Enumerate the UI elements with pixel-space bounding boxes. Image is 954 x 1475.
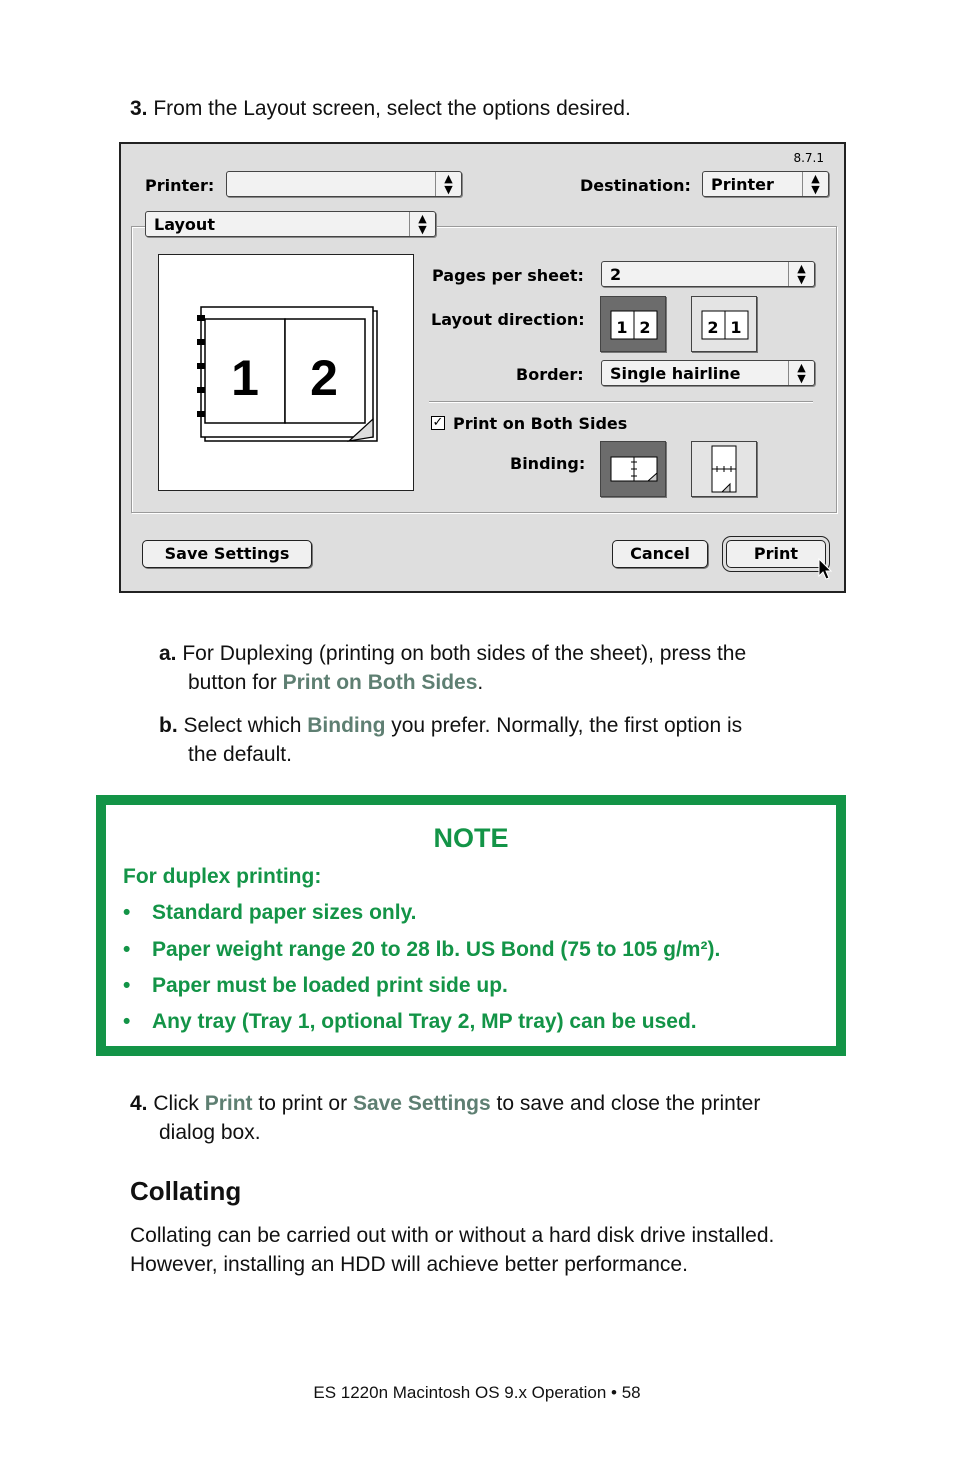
preview-page-2: 2 (310, 350, 338, 406)
svg-text:2: 2 (707, 318, 719, 337)
sub-step-a-label: a. (159, 642, 177, 665)
layout-direction-left-to-right-button[interactable] (600, 296, 666, 352)
note-intro: For duplex printing: (123, 865, 322, 888)
note-box (96, 795, 846, 1056)
layout-direction-right-to-left-button[interactable] (691, 296, 757, 352)
step-4-post: to save and close the printer (490, 1092, 761, 1115)
panel-popup-value: Layout (154, 215, 215, 234)
destination-popup-value: Printer (711, 175, 774, 194)
print-button[interactable]: Print (726, 540, 826, 568)
step-4-mid: to print or (252, 1092, 353, 1115)
print-both-sides-label: Print on Both Sides (453, 414, 628, 433)
divider (429, 401, 813, 403)
binding-label: Binding: (510, 454, 586, 473)
save-settings-reference: Save Settings (352, 1092, 491, 1115)
version-label: 8.7.1 (793, 151, 824, 165)
sub-step-a-line2-pre: button for (188, 671, 283, 694)
layout-direction-label: Layout direction: (431, 310, 585, 329)
popup-arrows-icon: ▲ ▼ (435, 172, 461, 196)
panel-popup[interactable] (145, 211, 436, 237)
sub-step-b-pre: Select which (183, 714, 308, 737)
step-4-number: 4. (130, 1092, 148, 1115)
collating-line2: However, installing an HDD will achieve better performance. (130, 1253, 688, 1276)
popup-arrows-icon: ▲ ▼ (409, 212, 435, 236)
print-both-sides-reference: Print on Both Sides (282, 671, 478, 694)
sub-step-a-line1: For Duplexing (printing on both sides of the sheet), press the (182, 642, 747, 665)
short-edge-binding-icon (692, 442, 756, 496)
sub-step-a-line2-post: . (477, 671, 484, 694)
note-item: • Standard paper sizes only. (123, 901, 417, 924)
binding-reference: Binding (307, 714, 386, 737)
print-reference: Print (204, 1092, 253, 1115)
note-title: NOTE (433, 823, 509, 853)
note-item: • Paper weight range 20 to 28 lb. US Bond (75 to 105 g/m²). (123, 938, 721, 961)
layout-preview (158, 254, 414, 491)
svg-text:1: 1 (730, 318, 742, 337)
sub-step-a (159, 639, 859, 697)
pages-2-1-icon (692, 297, 756, 351)
two-up-page-preview-icon (159, 255, 413, 490)
popup-arrows-icon: ▲ ▼ (788, 262, 814, 286)
page-footer: ES 1220n Macintosh OS 9.x Operation • 58 (313, 1383, 641, 1402)
mouse-cursor-icon (818, 558, 834, 582)
popup-arrows-icon: ▲ ▼ (788, 361, 814, 385)
border-label: Border: (516, 365, 584, 384)
preview-page-1: 1 (231, 350, 259, 406)
svg-text:2: 2 (639, 318, 651, 337)
binding-long-edge-button[interactable] (600, 441, 666, 497)
step-3-text: From the Layout screen, select the options desired. (153, 97, 631, 120)
pages-per-sheet-label: Pages per sheet: (432, 266, 584, 285)
sub-step-b-label: b. (159, 714, 178, 737)
step-4-pre: Click (153, 1092, 205, 1115)
long-edge-binding-icon (601, 442, 665, 496)
pages-1-2-icon (601, 297, 665, 351)
border-popup-value: Single hairline (610, 364, 741, 383)
destination-popup[interactable] (702, 171, 829, 197)
sub-step-b-post: you prefer. Normally, the first option is (385, 714, 743, 737)
collating-line1: Collating can be carried out with or without a hard disk drive installed. (130, 1224, 775, 1247)
print-both-sides-checkbox[interactable] (431, 416, 445, 430)
collating-paragraph (130, 1221, 774, 1279)
note-item: • Any tray (Tray 1, optional Tray 2, MP tray) can be used. (123, 1010, 697, 1033)
svg-text:1: 1 (616, 318, 628, 337)
step-3-number: 3. (130, 97, 148, 120)
note-item: • Paper must be loaded print side up. (123, 974, 508, 997)
printer-label: Printer: (145, 176, 215, 195)
sub-step-b-line2: the default. (188, 743, 292, 766)
printer-popup[interactable] (226, 171, 462, 197)
step-4-line2: dialog box. (159, 1121, 261, 1144)
sub-step-b (159, 711, 859, 769)
save-settings-button[interactable]: Save Settings (142, 540, 312, 568)
print-dialog (119, 142, 846, 593)
step-4 (130, 1089, 890, 1147)
pages-per-sheet-value: 2 (610, 265, 622, 284)
checkmark-icon: ✓ (432, 415, 444, 430)
pages-per-sheet-popup[interactable] (601, 261, 815, 287)
cancel-button[interactable]: Cancel (612, 540, 708, 568)
collating-heading: Collating (130, 1176, 242, 1206)
popup-arrows-icon: ▲ ▼ (802, 172, 828, 196)
binding-short-edge-button[interactable] (691, 441, 757, 497)
step-3 (130, 94, 631, 123)
destination-label: Destination: (580, 176, 691, 195)
border-popup[interactable] (601, 360, 815, 386)
